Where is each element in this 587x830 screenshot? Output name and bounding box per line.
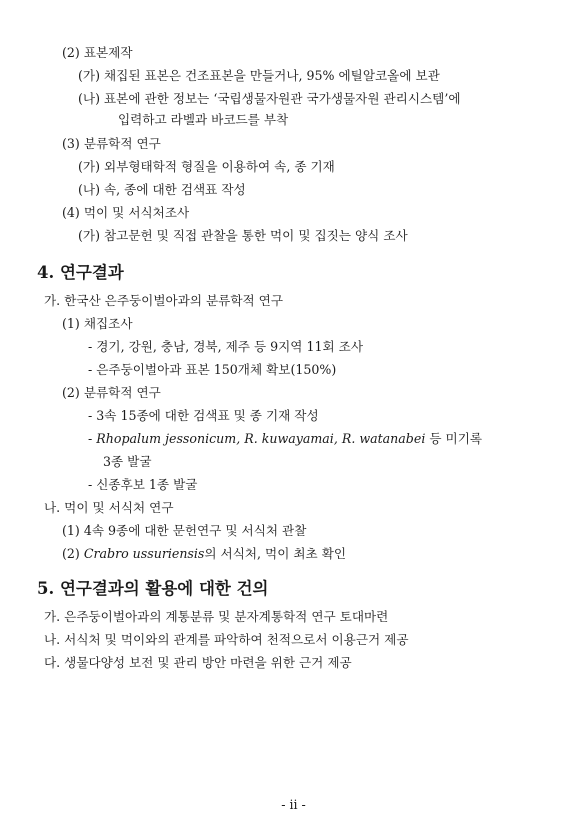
results-item-b: 나. 먹이 및 서식처 연구 xyxy=(44,500,174,515)
application-item-c: 다. 생물다양성 보전 및 관리 방안 마련을 위한 근거 제공 xyxy=(44,655,352,670)
results-item-a2: (2) 분류학적 연구 xyxy=(62,385,161,400)
method-subitem-observation: (가) 참고문헌 및 직접 관찰을 통한 먹이 및 집짓는 양식 조사 xyxy=(78,228,408,243)
section-heading-application: 5. 연구결과의 활용에 대한 건의 xyxy=(37,579,269,598)
method-item-taxonomy: (3) 분류학적 연구 xyxy=(62,136,161,151)
item-suffix: 의 서식처, 먹이 최초 확인 xyxy=(204,546,347,561)
results-bullet-new-records-cont: 3종 발굴 xyxy=(103,454,152,469)
method-subitem-key: (나) 속, 종에 대한 검색표 작성 xyxy=(78,182,246,197)
results-item-a1: (1) 채집조사 xyxy=(62,316,133,331)
results-bullet-new-records xyxy=(88,431,482,447)
application-item-b: 나. 서식처 및 먹이와의 관계를 파악하여 천적으로서 이용근거 제공 xyxy=(44,632,409,647)
taxon-names: Rhopalum jessonicum, R. kuwayamai, R. watanabei xyxy=(96,431,426,446)
section-heading-results: 4. 연구결과 xyxy=(37,263,124,282)
results-item-b1: (1) 4속 9종에 대한 문헌연구 및 서식처 관찰 xyxy=(62,523,307,538)
method-subitem-preservation: (가) 채집된 표본은 건조표본을 만들거나, 95% 에틸알코올에 보관 xyxy=(78,68,440,83)
application-item-a: 가. 은주둥이벌아과의 계통분류 및 분자계통학적 연구 토대마련 xyxy=(44,609,389,624)
page-number: - ii - xyxy=(281,797,306,812)
method-subitem-morphology: (가) 외부형태학적 형질을 이용하여 속, 종 기재 xyxy=(78,159,335,174)
bullet-dash: - xyxy=(88,431,97,446)
results-bullet-keys: - 3속 15종에 대한 검색표 및 종 기재 작성 xyxy=(88,408,319,423)
method-subitem-registration: (나) 표본에 관한 정보는 ‘국립생물자원관 국가생물자원 관리시스템’에 xyxy=(78,91,461,106)
results-item-a: 가. 한국산 은주둥이벌아과의 분류학적 연구 xyxy=(44,293,283,308)
new-records-suffix: 등 미기록 xyxy=(425,431,483,446)
results-item-b2 xyxy=(62,546,346,562)
method-subitem-registration-cont: 입력하고 라벨과 바코드를 부착 xyxy=(118,112,289,127)
method-item-habitat: (4) 먹이 및 서식처조사 xyxy=(62,205,190,220)
taxon-name: Crabro ussuriensis xyxy=(83,546,205,561)
item-prefix: (2) xyxy=(62,546,84,561)
method-item-specimen-prep: (2) 표본제작 xyxy=(62,45,133,60)
results-bullet-survey: - 경기, 강원, 충남, 경북, 제주 등 9지역 11회 조사 xyxy=(88,339,363,354)
results-bullet-specimens: - 은주둥이벌아과 표본 150개체 확보(150%) xyxy=(88,362,337,377)
results-bullet-new-species: - 신종후보 1종 발굴 xyxy=(88,477,198,492)
